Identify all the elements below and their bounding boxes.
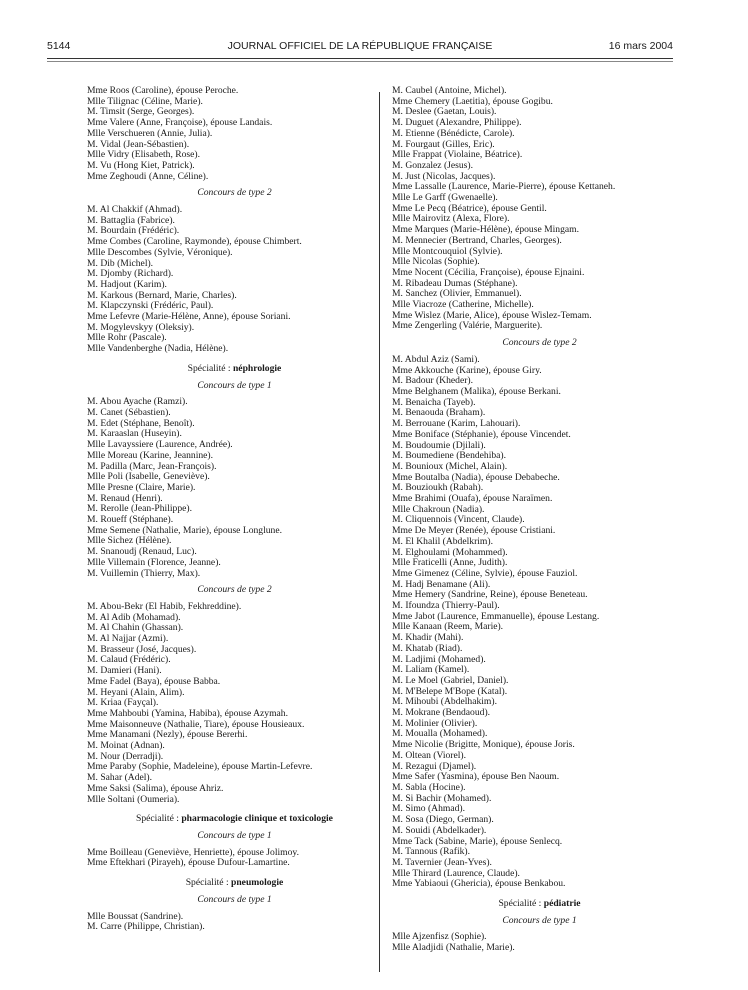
name-entry: M. M'Belepe M'Bope (Katal).: [392, 685, 508, 697]
name-entry: M. Laliam (Kamel).: [392, 664, 470, 676]
name-entry: M. Vidal (Jean-Sébastien).: [87, 138, 190, 150]
name-entry: Mlle Lavayssiere (Laurence, Andrée).: [87, 439, 233, 451]
name-entry: Mlle Descombes (Sylvie, Véronique).: [87, 246, 233, 258]
name-entry: Mlle Vidry (Elisabeth, Rose).: [87, 149, 201, 161]
name-entry: Mme De Meyer (Renée), épouse Cristiani.: [392, 525, 556, 537]
name-entry: M. Ladjimi (Mohamed).: [392, 653, 486, 665]
name-entry: M. Sosa (Diego, German).: [392, 814, 494, 826]
name-entry: Mme Chemery (Laetitia), épouse Gogibu.: [392, 95, 553, 107]
name-entry: M. Al Najjar (Azmi).: [87, 633, 169, 645]
name-entry: M. Rerolle (Jean-Philippe).: [87, 503, 192, 515]
name-entry: Mlle Le Garff (Gwenaelle).: [392, 192, 498, 204]
right-column: [392, 86, 687, 954]
name-entry: M. Souidi (Abdelkader).: [392, 824, 487, 836]
name-entry: M. Boumediene (Bendehiba).: [392, 450, 507, 462]
name-list: [87, 912, 382, 933]
name-entry: M. Vuillemin (Thierry, Max).: [87, 567, 201, 579]
name-entry: M. Abou Ayache (Ramzi).: [87, 396, 188, 408]
name-entry: M. Kriaa (Fayçal).: [87, 697, 159, 709]
section-subheading: Concours de type 1: [197, 830, 272, 841]
name-entry: M. Karaaslan (Huseyin).: [87, 428, 182, 440]
name-entry: Mme Zeghoudi (Anne, Céline).: [87, 170, 209, 182]
name-entry: M. Etienne (Bénédicte, Carole).: [392, 127, 515, 139]
specialty-heading: [87, 878, 382, 889]
name-entry: M. Caubel (Antoine, Michel).: [392, 85, 507, 96]
name-entry: Mlle Frappat (Violaine, Béatrice).: [392, 149, 523, 161]
name-entry: M. Fourgaut (Gilles, Eric).: [392, 138, 495, 150]
name-entry: M. Berrouane (Karim, Lahouari).: [392, 418, 521, 430]
name-entry: M. Calaud (Frédéric).: [87, 654, 171, 666]
name-entry: M. Si Bachir (Mohamed).: [392, 792, 492, 804]
name-entry: M. Tannous (Rafik).: [392, 846, 471, 858]
name-entry: Mlle Mairovitz (Alexa, Flore).: [392, 213, 510, 225]
name-entry: M. Djomby (Richard).: [87, 268, 174, 280]
specialty-heading: [87, 364, 382, 375]
name-entry: Mme Nocent (Cécilia, Françoise), épouse Ejnaini.: [392, 266, 585, 278]
specialty-name: néphrologie: [232, 362, 282, 374]
name-entry: Mme Boutalba (Nadia), épouse Debabeche.: [392, 471, 560, 483]
name-entry: Mme Zengerling (Valérie, Marguerite).: [392, 320, 543, 332]
name-entry: Mme Akkouche (Karine), épouse Giry.: [392, 364, 542, 376]
name-entry: M. Elghoulami (Mohammed).: [392, 546, 508, 558]
name-entry: Mme Belghanem (Malika), épouse Berkani.: [392, 385, 561, 397]
name-entry: M. Moualla (Mohamed).: [392, 728, 488, 740]
specialty-heading: [87, 814, 382, 825]
name-entry: M. Simo (Ahmad).: [392, 803, 466, 815]
name-entry: Mme Fadel (Baya), épouse Babba.: [87, 675, 221, 687]
name-entry: M. Vu (Hong Kiet, Patrick).: [87, 159, 195, 171]
section-subheading: Concours de type 2: [197, 187, 272, 199]
name-entry: M. Molinier (Olivier).: [392, 717, 478, 729]
name-entry: M. Damieri (Hani).: [87, 665, 162, 677]
name-entry: M. Klapczynski (Frédéric, Paul).: [87, 300, 214, 312]
name-entry: M. Cliquennois (Vincent, Claude).: [392, 514, 525, 526]
name-entry: M. Benaicha (Tayeb).: [392, 396, 476, 408]
specialty-name: pédiatrie: [543, 898, 581, 910]
name-entry: Mme Le Pecq (Béatrice), épouse Gentil.: [392, 202, 547, 214]
name-entry: Mlle Nicolas (Sophie).: [392, 256, 480, 268]
name-entry: Mlle Chakroun (Nadia).: [392, 503, 485, 515]
name-entry: M. Snanoudj (Renaud, Luc).: [87, 546, 197, 558]
name-entry: M. Renaud (Henri).: [87, 492, 163, 504]
name-entry: M. Ribadeau Dumas (Stéphane).: [392, 277, 518, 289]
name-entry: M. Bounioux (Michel, Alain).: [392, 460, 508, 472]
name-entry: M. Benaouda (Braham).: [392, 407, 486, 419]
name-entry: Mme Valere (Anne, Françoise), épouse Landais.: [87, 117, 273, 129]
name-entry: Mme Boilleau (Geneviève, Henriette), épouse Jolimoy.: [87, 846, 299, 858]
name-entry: M. Deslee (Gaetan, Louis).: [392, 106, 497, 118]
name-entry: Mme Safer (Yasmina), épouse Ben Naoum.: [392, 771, 560, 783]
name-entry: Mme Brahimi (Ouafa), épouse Naraïmen.: [392, 493, 553, 505]
name-entry: M. Al Adib (Mohamad).: [87, 611, 181, 623]
name-entry: Mme Saksi (Salima), épouse Ahriz.: [87, 782, 224, 794]
name-entry: Mlle Sichez (Hélène).: [87, 535, 172, 547]
name-entry: Mlle Verschueren (Annie, Julia).: [87, 127, 213, 139]
name-entry: M. Bourdain (Frédéric).: [87, 225, 180, 237]
name-entry: M. Duguet (Alexandre, Philippe).: [392, 117, 522, 129]
specialty-name: pharmacologie clinique et toxicologie: [181, 813, 333, 825]
name-entry: M. Mokrane (Bendaoud).: [392, 707, 491, 719]
name-entry: M. Al Chahin (Ghassan).: [87, 622, 184, 634]
name-entry: M. Khatab (Riad).: [392, 642, 463, 654]
name-entry: M. Dib (Michel).: [87, 257, 154, 269]
name-entry: Mme Semene (Nathalie, Marie), épouse Longlune.: [87, 524, 283, 536]
section-subheading: Concours de type 1: [197, 893, 272, 905]
specialty-prefix: Spécialité :: [498, 898, 544, 910]
name-entry: Mlle Soltani (Oumeria).: [87, 793, 180, 805]
page-number: 5144: [47, 40, 71, 52]
specialty-prefix: Spécialité :: [185, 877, 232, 889]
name-entry: Mme Eftekhari (Pirayeh), épouse Dufour-Lamartine.: [87, 857, 290, 869]
name-entry: Mme Gimenez (Céline, Sylvie), épouse Fauziol.: [392, 567, 578, 579]
name-entry: Mme Lassalle (Laurence, Marie-Pierre), épouse Kettaneh.: [392, 181, 616, 193]
name-list: [392, 86, 687, 332]
name-entry: Mme Maisonneuve (Nathalie, Tiare), épouse Housieaux.: [87, 718, 305, 730]
name-entry: M. Edet (Stéphane, Benoît).: [87, 417, 195, 429]
name-entry: M. Khadir (Mahi).: [392, 632, 464, 644]
journal-title: JOURNAL OFFICIEL DE LA RÉPUBLIQUE FRANÇAISE: [227, 40, 493, 52]
name-entry: M. Sanchez (Olivier, Emmanuel).: [392, 288, 522, 300]
name-entry: Mlle Fraticelli (Anne, Judith).: [392, 557, 508, 569]
name-entry: M. Hadj Benamane (Ali).: [392, 578, 491, 590]
name-entry: Mme Hemery (Sandrine, Reine), épouse Beneteau.: [392, 589, 588, 601]
name-entry: Mlle Vandenberghe (Nadia, Hélène).: [87, 343, 229, 355]
name-list: [87, 205, 382, 355]
name-entry: M. Mennecier (Bertrand, Charles, Georges).: [392, 234, 562, 246]
name-entry: Mme Tack (Sabine, Marie), épouse Senlecq.: [392, 835, 563, 847]
name-entry: M. Heyani (Alain, Alim).: [87, 686, 185, 698]
name-entry: M. Abdul Aziz (Sami).: [392, 353, 480, 365]
section-subheading: Concours de type 1: [197, 379, 272, 391]
name-entry: M. Al Chakkif (Ahmad).: [87, 204, 183, 216]
left-column: [87, 86, 382, 933]
name-entry: Mlle Moreau (Karine, Jeannine).: [87, 449, 214, 461]
name-entry: Mme Paraby (Sophie, Madeleine), épouse Martin-Lefevre.: [87, 761, 313, 773]
name-entry: M. Oltean (Viorel).: [392, 749, 467, 761]
name-entry: Mme Marques (Marie-Hélène), épouse Mingam.: [392, 224, 580, 236]
name-entry: M. Carre (Philippe, Christian).: [87, 921, 205, 933]
name-entry: Mme Roos (Caroline), épouse Peroche.: [87, 85, 239, 96]
name-entry: Mlle Rohr (Pascale).: [87, 332, 167, 344]
name-entry: M. Moinat (Adnan).: [87, 740, 165, 752]
name-entry: M. Hadjout (Karim).: [87, 278, 167, 290]
name-list: [87, 86, 382, 182]
name-entry: Mme Combes (Caroline, Raymonde), épouse Chimbert.: [87, 236, 302, 248]
name-entry: Mme Nicolie (Brigitte, Monique), épouse Joris.: [392, 739, 575, 751]
specialty-prefix: Spécialité :: [187, 362, 233, 374]
name-entry: Mme Mahboubi (Yamina, Habiba), épouse Azymah.: [87, 707, 288, 719]
name-entry: Mlle Kanaan (Reem, Marie).: [392, 621, 504, 633]
name-list: [87, 602, 382, 805]
name-entry: M. Just (Nicolas, Jacques).: [392, 170, 496, 182]
name-entry: M. Rezagui (Djamel).: [392, 760, 477, 772]
name-entry: M. Gonzalez (Jesus).: [392, 159, 473, 171]
name-list: [392, 932, 687, 953]
name-entry: Mlle Ajzenfisz (Sophie).: [392, 931, 487, 943]
name-entry: Mlle Aladjidi (Nathalie, Marie).: [392, 942, 515, 954]
name-entry: M. Sahar (Adel).: [87, 772, 153, 784]
name-list: [87, 848, 382, 869]
name-entry: Mlle Poli (Isabelle, Geneviève).: [87, 471, 210, 483]
section-subheading: Concours de type 2: [502, 337, 577, 349]
name-entry: M. Mogylevskyy (Oleksiy).: [87, 321, 195, 333]
name-entry: Mlle Montcouquiol (Sylvie).: [392, 245, 503, 257]
name-entry: M. Boudoumie (Djilali).: [392, 439, 486, 451]
name-entry: Mme Wislez (Marie, Alice), épouse Wislez-Temam.: [392, 309, 592, 321]
name-entry: M. Abou-Bekr (El Habib, Fekhreddine).: [87, 600, 242, 612]
name-entry: Mlle Villemain (Florence, Jeanne).: [87, 556, 221, 568]
specialty-heading: [392, 899, 687, 910]
name-entry: Mlle Viacroze (Catherine, Michelle).: [392, 299, 534, 311]
issue-date: 16 mars 2004: [608, 40, 673, 52]
name-entry: Mme Lefevre (Marie-Hélène, Anne), épouse Soriani.: [87, 311, 291, 323]
name-entry: M. Canet (Sébastien).: [87, 406, 171, 418]
name-entry: M. Badour (Kheder).: [392, 375, 473, 387]
section-subheading: Concours de type 1: [502, 914, 577, 926]
name-entry: M. Le Moel (Gabriel, Daniel).: [392, 674, 509, 686]
name-entry: Mme Jabot (Laurence, Emmanuelle), épouse Lestang.: [392, 610, 600, 622]
name-entry: Mlle Boussat (Sandrine).: [87, 910, 184, 922]
name-entry: Mme Manamani (Nezly), épouse Bererhi.: [87, 729, 248, 741]
name-entry: M. Timsit (Serge, Georges).: [87, 106, 195, 118]
name-list: [392, 355, 687, 890]
name-list: [87, 397, 382, 579]
name-entry: M. Bouzioukh (Rabah).: [392, 482, 484, 494]
name-entry: M. Roueff (Stéphane).: [87, 514, 174, 526]
name-entry: Mlle Tilignac (Céline, Marie).: [87, 95, 203, 107]
name-entry: M. Karkous (Bernard, Marie, Charles).: [87, 289, 237, 301]
specialty-prefix: Spécialité :: [136, 813, 182, 825]
name-entry: M. Battaglia (Fabrice).: [87, 214, 175, 226]
name-entry: M. Tavernier (Jean-Yves).: [392, 856, 492, 868]
name-entry: M. Brasseur (José, Jacques).: [87, 643, 197, 655]
name-entry: Mlle Presne (Claire, Marie).: [87, 481, 196, 493]
page-header: [47, 40, 673, 54]
name-entry: M. Ifoundza (Thierry-Paul).: [392, 600, 500, 612]
name-entry: M. Mihoubi (Abdelhakim).: [392, 696, 497, 708]
name-entry: Mme Yabiaoui (Ghericia), épouse Benkabou.: [392, 878, 566, 890]
name-entry: Mme Boniface (Stéphanie), épouse Vincendet.: [392, 428, 571, 440]
name-entry: M. Nour (Derradji).: [87, 750, 164, 762]
name-entry: M. El Khalil (Abdelkrim).: [392, 535, 493, 547]
section-subheading: Concours de type 2: [197, 584, 272, 596]
specialty-name: pneumologie: [231, 877, 284, 889]
name-entry: Mlle Thirard (Laurence, Claude).: [392, 867, 520, 879]
header-rule-secondary: [47, 61, 673, 62]
name-entry: M. Padilla (Marc, Jean-François).: [87, 460, 217, 472]
name-entry: M. Sabla (Hocine).: [392, 782, 466, 793]
header-rule: [47, 58, 673, 59]
